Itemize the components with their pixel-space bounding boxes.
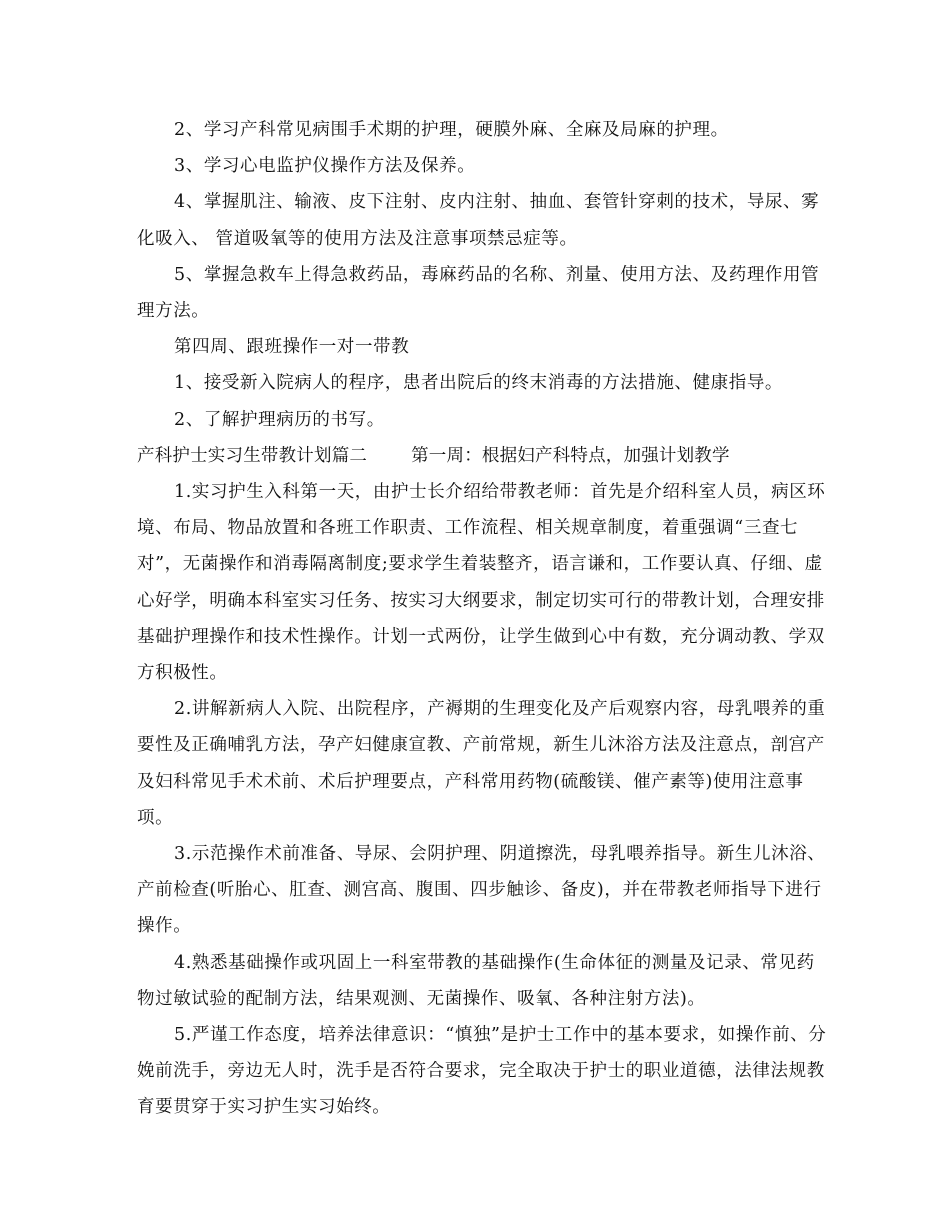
- section-heading: [137, 438, 827, 474]
- paragraph: 2、了解护理病历的书写。: [174, 409, 385, 430]
- paragraph: 4、掌握肌注、输液、皮下注射、皮内注射、抽血、套管针穿刺的技术，导尿、雾化吸入、 管道吸氧等的使用方法及注意事项禁忌症等。: [137, 192, 820, 249]
- paragraph: 4.熟悉基础操作或巩固上一科室带教的基础操作(生命体征的测量及记录、常见药物过敏试验的配制方法，结果观测、无菌操作、吸氧、各种注射方法)。: [137, 952, 815, 1009]
- section-title: 产科护士实习生带教计划篇二: [137, 445, 368, 466]
- paragraph: 5、掌握急救车上得急救药品，毒麻药品的名称、剂量、使用方法、及药理作用管理方法。: [137, 264, 820, 322]
- paragraph: 1.实习护生入科第一天，由护士长介绍给带教老师：首先是介绍科室人员，病区环境、布局、物品放置和各班工作职责、工作流程、相关规章制度，着重强调“三查七对”，无菌操作和消毒隔离制度;要求学生着装整齐，语言谦和，工作要认真、仔细、虚心好学，明确本科室实习任务、按实习大纲要求，制定切实可行的带教计划，合理安排基础护理操作和技术性操作。计划一式两份，让学生做到心中有数，充分调动教、学双方积极性。: [137, 482, 826, 684]
- paragraph: 3.示范操作术前准备、导尿、会阴护理、阴道擦洗，母乳喂养指导。新生儿沐浴、产前检查(听胎心、肛查、测宫高、腹围、四步触诊、备皮)，并在带教老师指导下进行操作。: [137, 844, 826, 937]
- paragraph: 3、学习心电监护仪操作方法及保养。: [174, 156, 476, 177]
- paragraph: 5.严谨工作态度，培养法律意识：“慎独”是护士工作中的基本要求，如操作前、分娩前洗手，旁边无人时，洗手是否符合要求，完全取决于护士的职业道德，法律法规教育要贯穿于实习护生实习始终。: [137, 1025, 827, 1118]
- paragraph: 2、学习产科常见病围手术期的护理，硬膜外麻、全麻及局麻的护理。: [174, 120, 729, 140]
- document-body: [137, 112, 827, 1126]
- section-subtitle: 第一周：根据妇产科特点，加强计划教学: [411, 445, 730, 466]
- paragraph: 2.讲解新病人入院、出院程序，产褥期的生理变化及产后观察内容，母乳喂养的重要性及正确哺乳方法，孕产妇健康宣教、产前常规，新生儿沐浴方法及注意点，剖宫产及妇科常见手术术前、术后护理要点，产科常用药物(硫酸镁、催产素等)使用注意事项。: [137, 699, 826, 828]
- paragraph: 1、接受新入院病人的程序，患者出院后的终末消毒的方法措施、健康指导。: [174, 373, 784, 394]
- week-four-heading: 第四周、跟班操作一对一带教: [174, 337, 410, 358]
